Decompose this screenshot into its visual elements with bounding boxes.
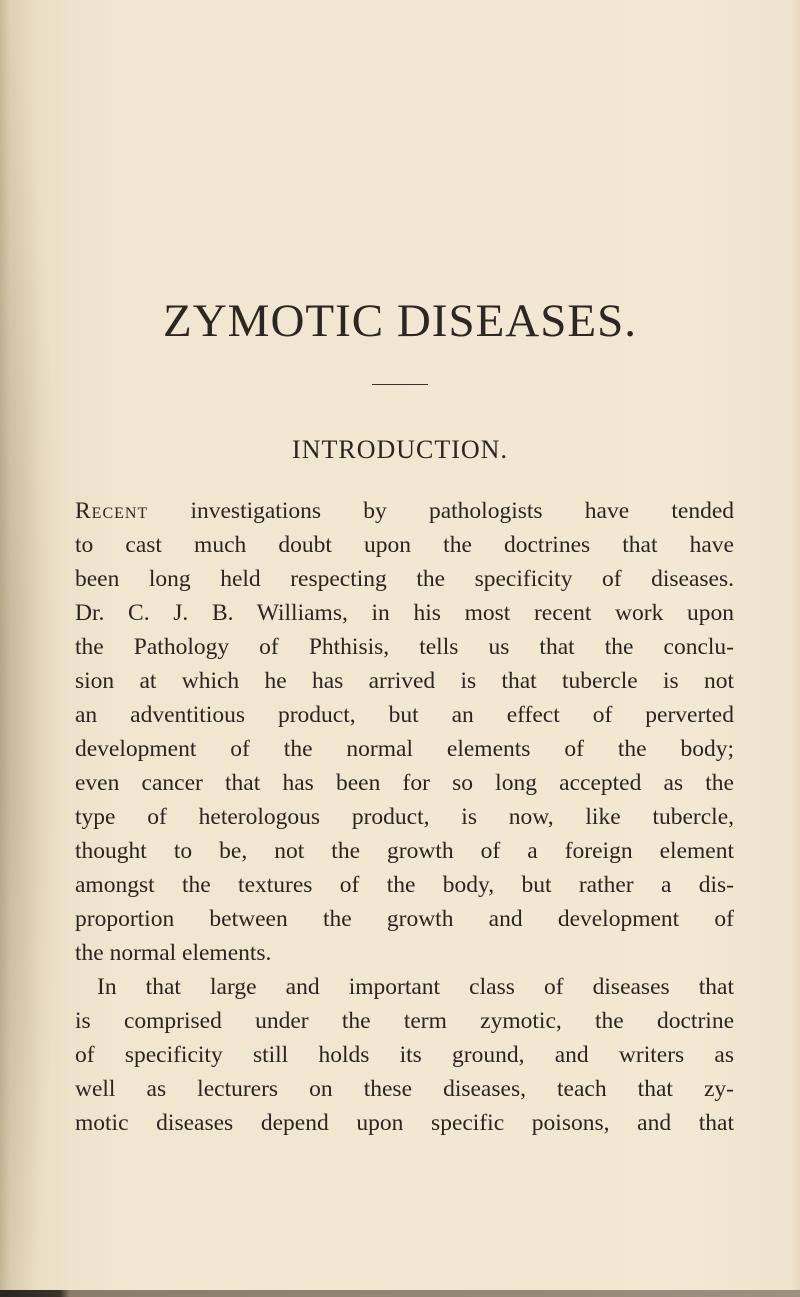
text-line: been long held respecting the specificity of diseases. xyxy=(75,566,734,592)
text-line: to cast much doubt upon the doctrines that have xyxy=(75,532,734,558)
lead-word: Recent xyxy=(75,498,149,524)
text-line: the Pathology of Phthisis, tells us that the conclu- xyxy=(75,634,734,660)
text-line: thought to be, not the growth of a foreign element xyxy=(75,838,734,864)
text-line: amongst the textures of the body, but rather a dis- xyxy=(75,872,734,898)
binding-shadow xyxy=(0,0,60,1297)
body-text xyxy=(75,494,734,1140)
text-line: development of the normal elements of the body; xyxy=(75,736,734,762)
text-line: even cancer that has been for so long accepted as the xyxy=(75,770,734,796)
text-line: is comprised under the term zymotic, the doctrine xyxy=(75,1008,734,1034)
text-line: Recent investigations by pathologists have tended xyxy=(75,498,734,524)
text-line: proportion between the growth and development of xyxy=(75,906,734,932)
section-heading: INTRODUCTION. xyxy=(292,435,508,464)
text-line: an adventitious product, but an effect of perverted xyxy=(75,702,734,728)
text-line: of specificity still holds its ground, and writers as xyxy=(75,1042,734,1068)
page-title: ZYMOTIC DISEASES. xyxy=(163,295,637,347)
text-line: Dr. C. J. B. Williams, in his most recent work upon xyxy=(75,600,734,626)
text-line: sion at which he has arrived is that tubercle is not xyxy=(75,668,734,694)
text-line: In that large and important class of diseases that xyxy=(97,974,734,1000)
text-line: motic diseases depend upon specific poisons, and that xyxy=(75,1110,734,1136)
text-line: type of heterologous product, is now, like tubercle, xyxy=(75,804,734,830)
text-line: well as lecturers on these diseases, teach that zy- xyxy=(75,1076,734,1102)
title-rule xyxy=(372,384,428,385)
text-line: the normal elements. xyxy=(75,940,272,966)
bottom-edge xyxy=(0,1290,800,1297)
